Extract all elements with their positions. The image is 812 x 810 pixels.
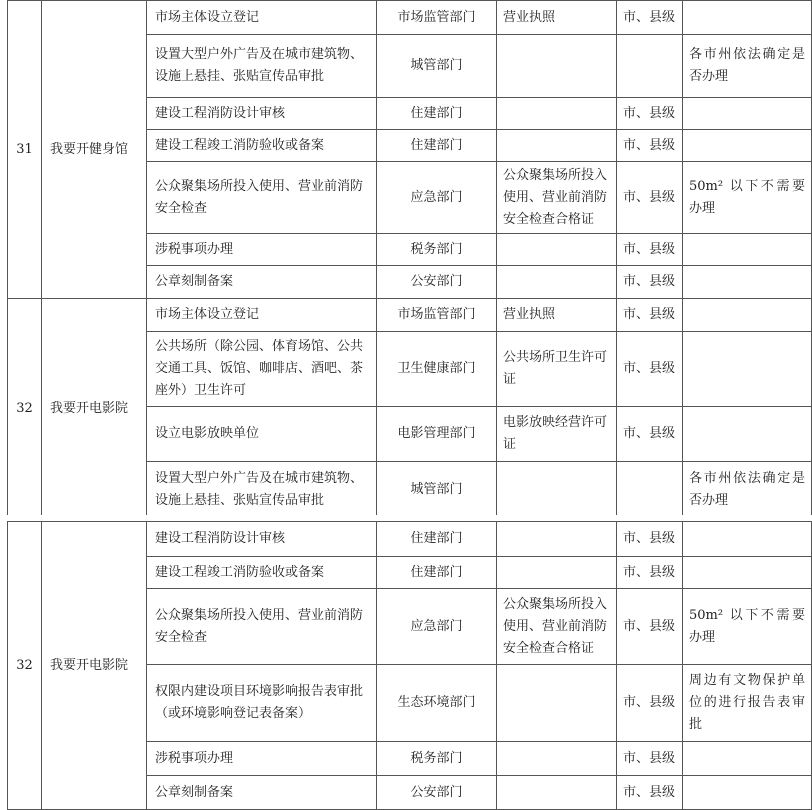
admin-level: 市、县级 <box>617 234 683 266</box>
admin-level: 市、县级 <box>617 98 683 130</box>
license-doc <box>497 742 617 776</box>
remark <box>683 98 812 130</box>
department: 电影管理部门 <box>377 407 497 462</box>
service-name: 我要开健身馆 <box>42 1 147 299</box>
license-doc: 营业执照 <box>497 299 617 332</box>
remark <box>683 522 812 557</box>
department: 城管部门 <box>377 462 497 519</box>
department: 市场监管部门 <box>377 1 497 35</box>
service-number: 32 <box>8 522 42 810</box>
department: 城管部门 <box>377 35 497 98</box>
matters-table-bottom <box>7 521 812 810</box>
service-number: 32 <box>8 299 42 519</box>
admin-level: 市、县级 <box>617 266 683 299</box>
remark: 各市州依法确定是否办理 <box>683 35 812 98</box>
license-doc <box>497 266 617 299</box>
matter-name: 建设工程竣工消防验收或备案 <box>147 557 377 589</box>
matter-name: 市场主体设立登记 <box>147 299 377 332</box>
license-doc <box>497 35 617 98</box>
admin-level: 市、县级 <box>617 776 683 810</box>
license-doc: 电影放映经营许可证 <box>497 407 617 462</box>
service-name: 我要开电影院 <box>42 522 147 810</box>
admin-level: 市、县级 <box>617 665 683 742</box>
remark <box>683 130 812 162</box>
remark <box>683 1 812 35</box>
matter-name: 建设工程消防设计审核 <box>147 522 377 557</box>
license-doc <box>497 522 617 557</box>
matter-name: 建设工程消防设计审核 <box>147 98 377 130</box>
admin-level: 市、县级 <box>617 522 683 557</box>
department: 税务部门 <box>377 234 497 266</box>
admin-level: 市、县级 <box>617 557 683 589</box>
department: 住建部门 <box>377 522 497 557</box>
department: 应急部门 <box>377 589 497 665</box>
table-body <box>8 522 812 810</box>
department: 住建部门 <box>377 130 497 162</box>
remark <box>683 234 812 266</box>
license-doc: 公众聚集场所投入使用、营业前消防安全检查合格证 <box>497 589 617 665</box>
table-body <box>8 1 812 519</box>
remark <box>683 299 812 332</box>
admin-level: 市、县级 <box>617 130 683 162</box>
license-doc: 公众聚集场所投入使用、营业前消防安全检查合格证 <box>497 162 617 234</box>
admin-level: 市、县级 <box>617 742 683 776</box>
admin-level: 市、县级 <box>617 332 683 407</box>
license-doc <box>497 234 617 266</box>
license-doc: 营业执照 <box>497 1 617 35</box>
admin-level <box>617 462 683 519</box>
department: 住建部门 <box>377 557 497 589</box>
admin-level <box>617 35 683 98</box>
remark <box>683 742 812 776</box>
remark <box>683 557 812 589</box>
service-number: 31 <box>8 1 42 299</box>
remark <box>683 776 812 810</box>
matter-name: 公章刻制备案 <box>147 266 377 299</box>
remark <box>683 266 812 299</box>
license-doc <box>497 776 617 810</box>
license-doc <box>497 130 617 162</box>
matter-name: 涉税事项办理 <box>147 234 377 266</box>
admin-level: 市、县级 <box>617 407 683 462</box>
admin-level: 市、县级 <box>617 162 683 234</box>
table-row <box>8 522 812 557</box>
license-doc <box>497 462 617 519</box>
service-name: 我要开电影院 <box>42 299 147 519</box>
matter-name: 公共场所（除公园、体育场馆、公共交通工具、饭馆、咖啡店、酒吧、茶座外）卫生许可 <box>147 332 377 407</box>
matter-name: 涉税事项办理 <box>147 742 377 776</box>
remark <box>683 407 812 462</box>
department: 生态环境部门 <box>377 665 497 742</box>
admin-level: 市、县级 <box>617 299 683 332</box>
license-doc <box>497 665 617 742</box>
matter-name: 设置大型户外广告及在城市建筑物、设施上悬挂、张贴宣传品审批 <box>147 462 377 519</box>
remark: 50m² 以下不需要办理 <box>683 589 812 665</box>
department: 应急部门 <box>377 162 497 234</box>
department: 住建部门 <box>377 98 497 130</box>
table-row <box>8 1 812 35</box>
matter-name: 公章刻制备案 <box>147 776 377 810</box>
license-doc <box>497 557 617 589</box>
department: 市场监管部门 <box>377 299 497 332</box>
table-row <box>8 299 812 332</box>
department: 卫生健康部门 <box>377 332 497 407</box>
admin-level: 市、县级 <box>617 1 683 35</box>
matter-name: 公众聚集场所投入使用、营业前消防安全检查 <box>147 162 377 234</box>
matter-name: 市场主体设立登记 <box>147 1 377 35</box>
remark: 各市州依法确定是否办理 <box>683 462 812 519</box>
matters-table-top <box>7 0 812 519</box>
department: 税务部门 <box>377 742 497 776</box>
matter-name: 设立电影放映单位 <box>147 407 377 462</box>
remark: 50m² 以下不需要办理 <box>683 162 812 234</box>
remark <box>683 332 812 407</box>
matter-name: 设置大型户外广告及在城市建筑物、设施上悬挂、张贴宣传品审批 <box>147 35 377 98</box>
matter-name: 公众聚集场所投入使用、营业前消防安全检查 <box>147 589 377 665</box>
matter-name: 权限内建设项目环境影响报告表审批（或环境影响登记表备案） <box>147 665 377 742</box>
license-doc: 公共场所卫生许可证 <box>497 332 617 407</box>
department: 公安部门 <box>377 776 497 810</box>
matter-name: 建设工程竣工消防验收或备案 <box>147 130 377 162</box>
remark: 周边有文物保护单位的进行报告表审批 <box>683 665 812 742</box>
admin-level: 市、县级 <box>617 589 683 665</box>
department: 公安部门 <box>377 266 497 299</box>
license-doc <box>497 98 617 130</box>
